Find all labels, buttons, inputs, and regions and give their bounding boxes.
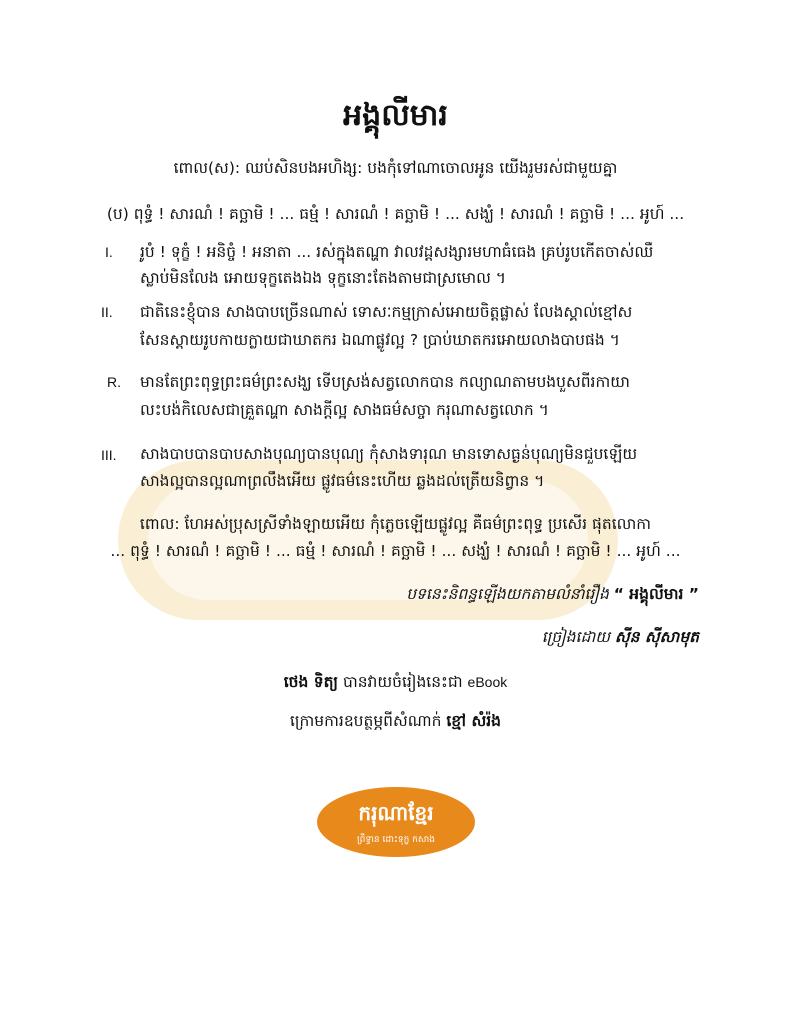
watermark-logo (108, 440, 628, 640)
logo-title: ករុណាខ្មែរ (358, 801, 434, 825)
ebook-format: eBook (467, 674, 508, 690)
credit-source-title: “ អង្គុលីមារ ” (613, 585, 699, 603)
intro-line: ពោល(ស): ឈប់សិនបងអហិង្ស: បងកុំទៅណាចោលអូន យើងរួមរស់ជាមួយគ្នា (173, 159, 618, 177)
verse-line: មានតែព្រះពុទ្ធព្រះធម៌ព្រះសង្ឃ ទើបស្រង់សត្វលោកបាន កល្យាណតាមបងបួសពីរកាយា (140, 373, 630, 391)
verse-marker: II. (101, 304, 113, 320)
verse-line: សាងល្អបានល្អណាព្រលឹងអើយ ផ្លូវធម៌នេះហើយ ឆ្លងដល់ត្រើយនិព្វាន ។ (140, 472, 545, 490)
verse-line: ជាតិនេះខ្ញុំបាន សាងបាបច្រើនណាស់ ទោសៈកម្មក្រាស់អោយចិត្តផ្លាស់ លែងស្គាល់ខ្មៅស (140, 303, 633, 321)
verse-line: សែនស្តាយរូបកាយក្លាយជាឃាតករ ឯណាផ្លូវល្អ ? ប្រាប់ឃាតករអោយលាងបាបផង ។ (140, 331, 620, 349)
verse-marker: I. (105, 244, 113, 260)
verse-marker: III. (101, 447, 117, 463)
chorus-line: (ប) ពុទ្ធំ ! សារណំ ! គច្ឆាមិ ! ... ធម្មំ ! សារណំ ! គច្ឆាមិ ! ... សង្ឃំ ! សារណំ ! គច្ឆាមិ ! ... អូហ៍ ... (106, 205, 685, 223)
typist-name: ថេង ទិត្យ (283, 673, 339, 691)
credit-source-text: បទនេះនិពន្ធឡើងយកតាមលំនាំរឿង (406, 585, 614, 603)
sponsor-line-text: ក្រោមការឧបត្ថម្ភពីសំណាក់ (290, 712, 447, 730)
verse-line: ស្លាប់មិនលែង អោយទុក្ខតេងឯង ទុក្ខនោះតែងតាមជាស្រមោល ។ (140, 269, 507, 287)
credit-singer-text: ច្រៀងដោយ (541, 628, 615, 646)
sponsor-line (0, 711, 791, 731)
ebook-line-text: បានវាយចំរៀងនេះជា (338, 673, 468, 691)
song-title: អង្គុលីមារ (343, 98, 448, 133)
outro-line: ... ពុទ្ធំ ! សារណំ ! គច្ឆាមិ ! ... ធម្មំ ! សារណំ ! គច្ឆាមិ ! ... សង្ឃំ ! សារណំ ! គច្ឆាមិ ! ... អូហ៍ ... (110, 542, 681, 560)
credit-singer (542, 627, 699, 650)
verse-line: សាងបាបបានបាបសាងបុណ្យបានបុណ្យ កុំសាងទារុណ មានទោសធ្ងន់បុណ្យមិនជួបឡើយ (140, 445, 638, 463)
verse-line: រូបំ ! ទុក្ខំ ! អនិច្ចំ ! អនាតា ... រស់ក្នុងតណ្ហា វាលវដ្តសង្សារមហាធំធេង គ្រប់រូបកើតចាស់ឈឺ (140, 243, 654, 261)
verse-marker: R. (107, 374, 121, 390)
sponsor-name: ខ្មៅ សំរ៉ង (446, 712, 501, 730)
karuna-khmer-logo (316, 786, 476, 858)
verse-line: លះបង់កិលេសជាគ្រួតណ្ហា សាងក្តីល្អ សាងធម៌សច្ចា ករុណាសត្វលោក ។ (140, 401, 549, 419)
ebook-line (0, 672, 791, 692)
logo-subtitle: ព្រឹទ្ធាន ដោះទុក្ខ កសាង (356, 835, 436, 845)
singer-name: ស៊ីន ស៊ីសាមុត (614, 628, 699, 646)
outro-line: ពោល: ហែអស់ប្រុសស្រីទាំងឡាយអើយ កុំភ្លេចឡើយផ្លូវល្អ គឺធម៌ព្រះពុទ្ធ ប្រសើរ ផុតលោកា (139, 515, 652, 533)
credit-source (406, 584, 699, 607)
